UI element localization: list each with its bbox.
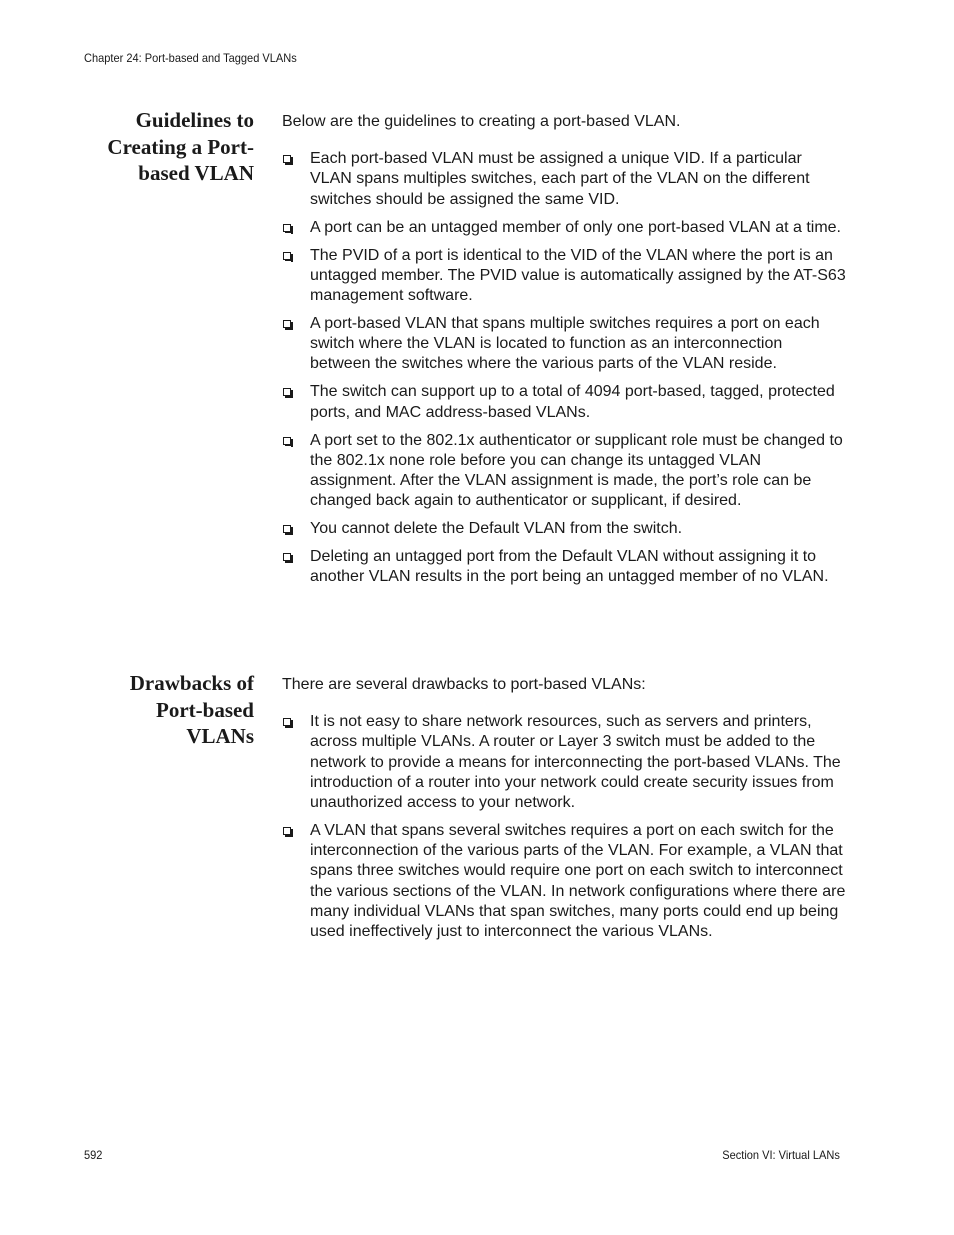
section-heading (60, 107, 254, 187)
checkbox-bullet-icon (283, 224, 291, 232)
heading-line: based VLAN (138, 161, 254, 185)
list-item (282, 431, 847, 512)
checkbox-bullet-icon (283, 388, 291, 396)
list-item-text: Deleting an untagged port from the Default VLAN without assigning it to another VLAN results in the port being an untagged member of no VLAN. (310, 548, 829, 586)
checkbox-bullet-icon (283, 718, 291, 726)
checkbox-bullet-icon (283, 437, 291, 445)
list-item (282, 218, 847, 238)
heading-line: Drawbacks of (129, 671, 254, 695)
section-heading (60, 670, 254, 750)
bullet-list (282, 149, 847, 587)
list-item (282, 712, 847, 813)
section-body (282, 675, 847, 950)
checkbox-bullet-icon (283, 525, 291, 533)
footer-section-title: Section VI: Virtual LANs (722, 1148, 840, 1162)
checkbox-bullet-icon (283, 320, 291, 328)
list-item-text: The PVID of a port is identical to the VID of the VLAN where the port is an untagged member. The PVID value is automatically assigned by the AT-S63 management software. (310, 246, 846, 305)
checkbox-bullet-icon (283, 553, 291, 561)
list-item-text: You cannot delete the Default VLAN from the switch. (310, 520, 683, 538)
list-item-text: A port-based VLAN that spans multiple switches requires a port on each switch where the VLAN is located to function as an interconnection between the switches where the various parts of the VLAN reside. (310, 315, 820, 373)
list-item-text: A VLAN that spans several switches requires a port on each switch for the interconnection of the various parts of the VLAN. For example, a VLAN that spans three switches would require one port on each switch to interconnect the various sections of the VLAN. In network configurations where there are many individual VLANs that span switches, many ports could end up being used ineffectively just to interconnect the various VLANs. (310, 822, 846, 941)
list-item-text: A port can be an untagged member of only one port-based VLAN at a time. (310, 218, 841, 236)
checkbox-bullet-icon (283, 827, 291, 835)
list-item (282, 149, 847, 210)
heading-line: Port-based (156, 697, 254, 722)
section-intro: There are several drawbacks to port-based VLANs: (282, 676, 646, 693)
bullet-list (282, 712, 847, 942)
page-number: 592 (84, 1148, 103, 1162)
list-item-text: It is not easy to share network resources, such as servers and printers, across multiple VLANs. A router or Layer 3 switch must be added to the network to provide a means for interconnecting the port-based VLANs. The introduction of a router into your network could create security issues from unauthorized access to your network. (310, 713, 841, 812)
list-item (282, 246, 847, 307)
list-item (282, 821, 847, 942)
list-item (282, 382, 847, 422)
list-item-text: A port set to the 802.1x authenticator or supplicant role must be changed to the 802.1x none role before you can change its untagged VLAN assignment. After the VLAN assignment is made, the port’s role can be changed back again to authenticator or supplicant, if desired. (310, 431, 843, 510)
list-item-text: The switch can support up to a total of 4094 port-based, tagged, protected ports, and MAC address-based VLANs. (310, 383, 835, 421)
heading-line: Creating a Port- (107, 134, 254, 159)
list-item (282, 314, 847, 375)
list-item (282, 519, 847, 539)
page-header: Chapter 24: Port-based and Tagged VLANs (84, 51, 297, 65)
section-body (282, 112, 847, 595)
heading-line: Guidelines to (135, 108, 254, 132)
list-item (282, 547, 847, 587)
section-intro: Below are the guidelines to creating a port-based VLAN. (282, 113, 681, 130)
heading-line: VLANs (186, 724, 254, 748)
checkbox-bullet-icon (283, 252, 291, 260)
checkbox-bullet-icon (283, 155, 291, 163)
list-item-text: Each port-based VLAN must be assigned a unique VID. If a particular VLAN spans multiples switches, each part of the VLAN on the different switches should be assigned the same VID. (310, 150, 810, 208)
